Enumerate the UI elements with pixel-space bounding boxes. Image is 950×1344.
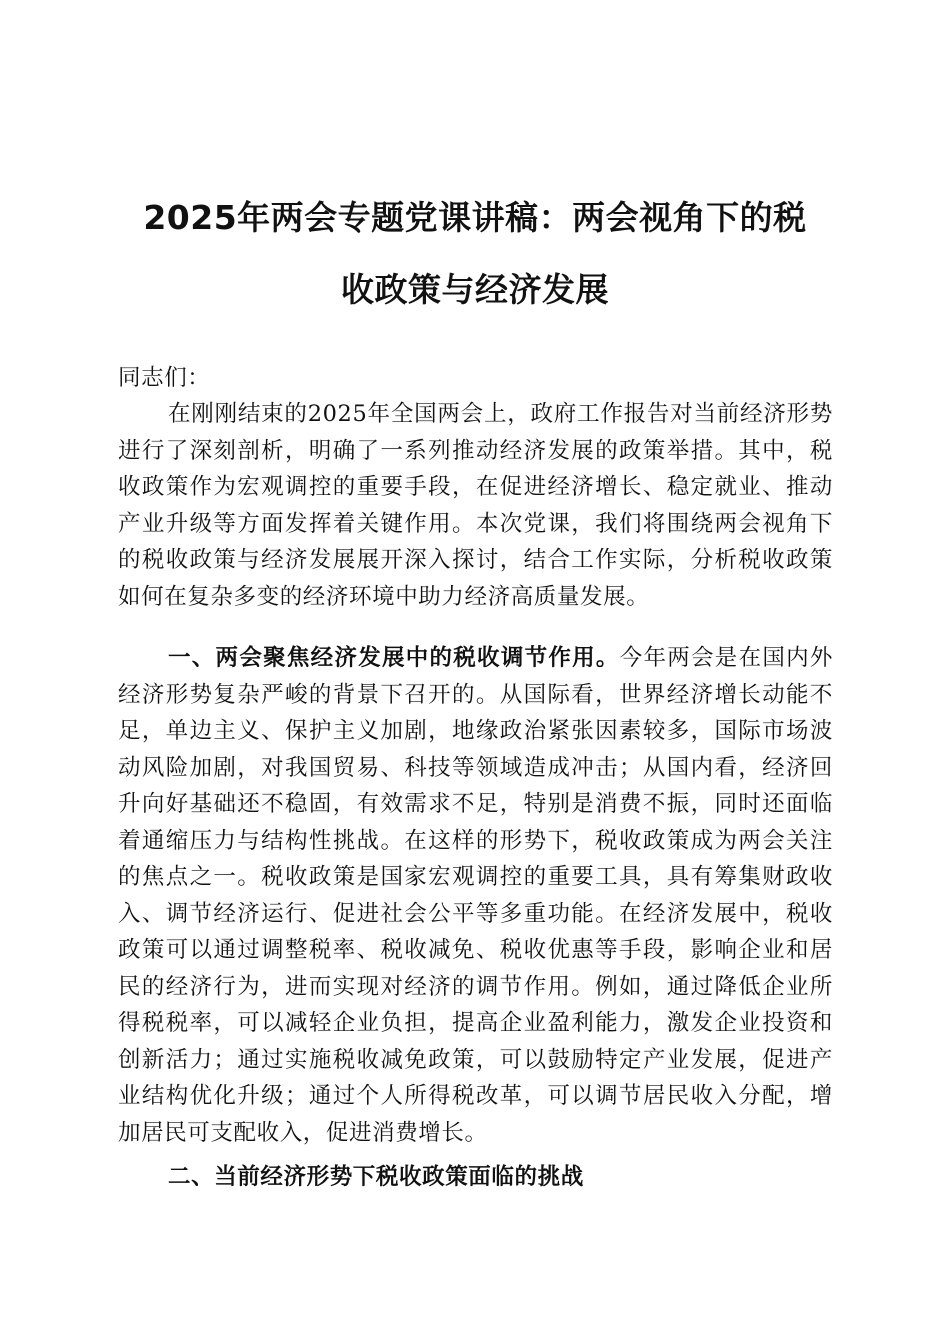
document-title-line-1: 2025年两会专题党课讲稿：两会视角下的税	[143, 198, 807, 237]
greeting: 同志们：	[118, 365, 211, 391]
section-1-body: 今年两会是在国内外经济形势复杂严峻的背景下召开的。从国际看，世界经济增长动能不足，单边主义、保护主义加剧，地缘政治紧张因素较多，国际市场波动风险加剧，对我国贸易、科技等领域造成冲击；从国内看，经济回升向好基础还不稳固，有效需求不足，特别是消费不振，同时还面临着通缩压力与结构性挑战。在这样的形势下，税收政策成为两会关注的焦点之一。税收政策是国家宏观调控的重要工具，具有筹集财政收入、调节经济运行、促进社会公平等多重功能。在经济发展中，税收政策可以通过调整税率、税收减免、税收优惠等手段，影响企业和居民的经济行为，进而实现对经济的调节作用。例如，通过降低企业所得税税率，可以减轻企业负担，提高企业盈利能力，激发企业投资和创新活力；通过实施税收减免政策，可以鼓励特定产业发展，促进产业结构优化升级；通过个人所得税改革，可以调节居民收入分配，增加居民可支配收入，促进消费增长。	[118, 645, 833, 1146]
document-title-line-2: 收政策与经济发展	[341, 270, 609, 309]
section-2-heading: 二、当前经济形势下税收政策面临的挑战	[168, 1164, 584, 1190]
intro-paragraph: 在刚刚结束的2025年全国两会上，政府工作报告对当前经济形势进行了深刻剖析，明确了一系列推动经济发展的政策举措。其中，税收政策作为宏观调控的重要手段，在促进经济增长、稳定就业、推动产业升级等方面发挥着关键作用。本次党课，我们将围绕两会视角下的税收政策与经济发展展开深入探讨，结合工作实际，分析税收政策如何在复杂多变的经济环境中助力经济高质量发展。	[118, 401, 833, 610]
section-1-heading: 一、两会聚焦经济发展中的税收调节作用。	[168, 645, 620, 671]
section-1-paragraph	[118, 640, 833, 1151]
